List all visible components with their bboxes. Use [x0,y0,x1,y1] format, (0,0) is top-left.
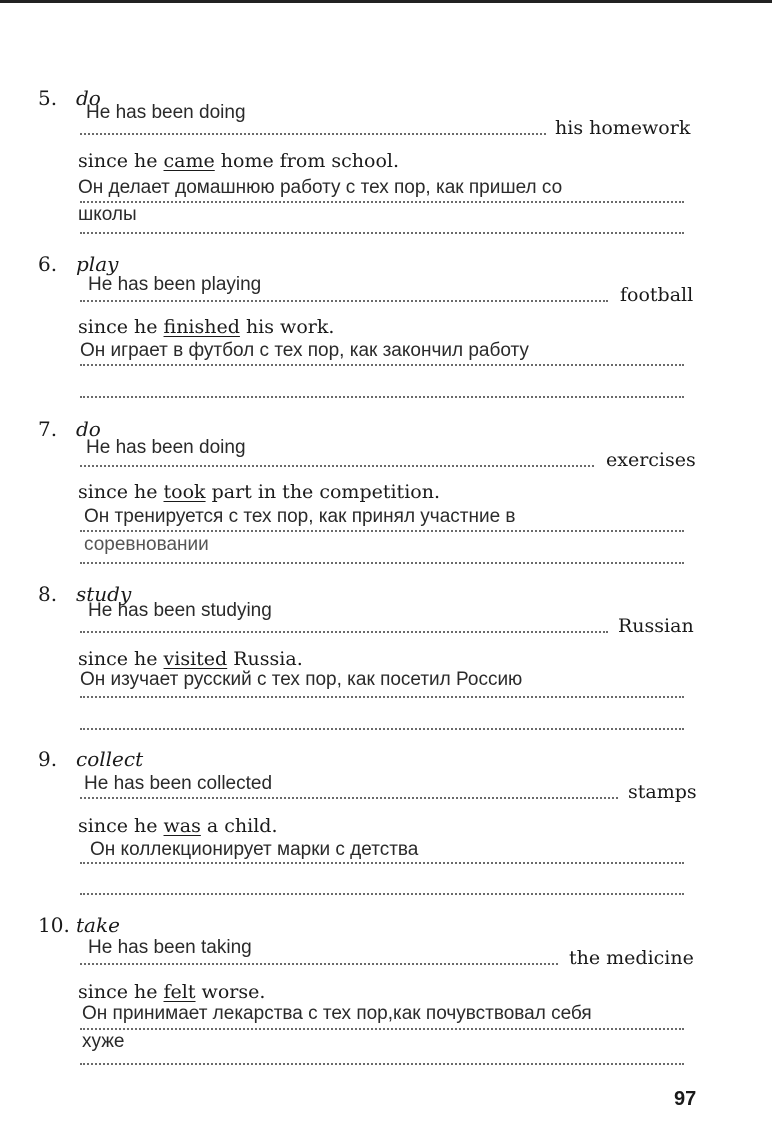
exercise-number: 9. [38,747,58,771]
answer-line [80,797,618,799]
translation-line [80,232,684,234]
handwritten-answer: He has been studying [88,600,272,621]
translation-line [80,696,684,698]
translation-line-1: Он изучает русский с тех пор, как посетил Россию [80,669,523,690]
exercise-10 [0,913,772,1083]
exercise-5 [0,86,772,256]
translation-line [80,1063,684,1065]
answer-line [80,465,594,467]
exercise-9 [0,747,772,917]
answer-line [80,300,608,302]
translation-line [80,862,684,864]
answer-line [80,963,558,965]
page-number: 97 [674,1088,697,1110]
exercise-verb: do [76,86,101,110]
line-end-text: the medicine [569,947,694,969]
exercise-6 [0,252,772,422]
translation-line-1: Он тренируется с тех пор, как принял участние в [84,506,516,527]
translation-line-2: соревновании [84,534,209,555]
since-verb: felt [163,981,196,1003]
since-clause: since he was a child. [78,815,278,837]
exercise-verb: do [76,417,101,441]
translation-line [80,364,684,366]
since-clause: since he visited Russia. [78,648,303,670]
handwritten-answer: He has been taking [88,937,252,958]
exercise-7 [0,417,772,587]
translation-line-1: Он делает домашнюю работу с тех пор, как пришел со [78,177,563,198]
handwritten-answer: He has been playing [88,274,262,295]
since-clause: since he took part in the competition. [78,481,440,503]
translation-line [80,562,684,564]
translation-line [80,728,684,730]
line-end-text: exercises [606,449,696,471]
translation-line-1: Он играет в футбол с тех пор, как закончил работу [80,340,529,361]
handwritten-answer: He has been doing [86,437,246,458]
translation-line-2: школы [78,204,137,225]
exercise-verb: play [76,252,119,276]
since-verb: took [163,481,206,503]
translation-line [80,1028,684,1030]
since-verb: finished [163,316,240,338]
since-clause: since he finished his work. [78,316,335,338]
exercise-number: 7. [38,417,58,441]
since-verb: visited [163,648,228,670]
since-clause: since he came home from school. [78,150,399,172]
line-end-text: stamps [628,781,697,803]
translation-line [80,893,684,895]
translation-line-2: хуже [82,1031,125,1052]
translation-line [80,201,684,203]
handwritten-answer: He has been doing [86,102,246,123]
exercise-8 [0,582,772,752]
translation-line [80,530,684,532]
line-end-text: his homework [555,117,691,139]
line-end-text: Russian [618,615,694,637]
translation-line-1: Он принимает лекарства с тех пор,как почувствовал себя [82,1003,592,1024]
answer-line [80,631,608,633]
top-rule [0,0,772,3]
exercise-number: 5. [38,86,58,110]
answer-line [80,133,546,135]
exercise-number: 6. [38,252,58,276]
exercise-verb: study [76,582,132,606]
translation-line-1: Он коллекционирует марки с детства [90,839,419,860]
translation-line [80,396,684,398]
since-clause: since he felt worse. [78,981,266,1003]
exercise-number: 8. [38,582,58,606]
exercise-verb: take [76,913,120,937]
handwritten-answer: He has been collected [84,773,273,794]
since-verb: came [163,150,215,172]
exercise-number: 10. [38,913,70,937]
line-end-text: football [620,284,694,306]
since-verb: was [163,815,201,837]
exercise-verb: collect [76,747,144,771]
